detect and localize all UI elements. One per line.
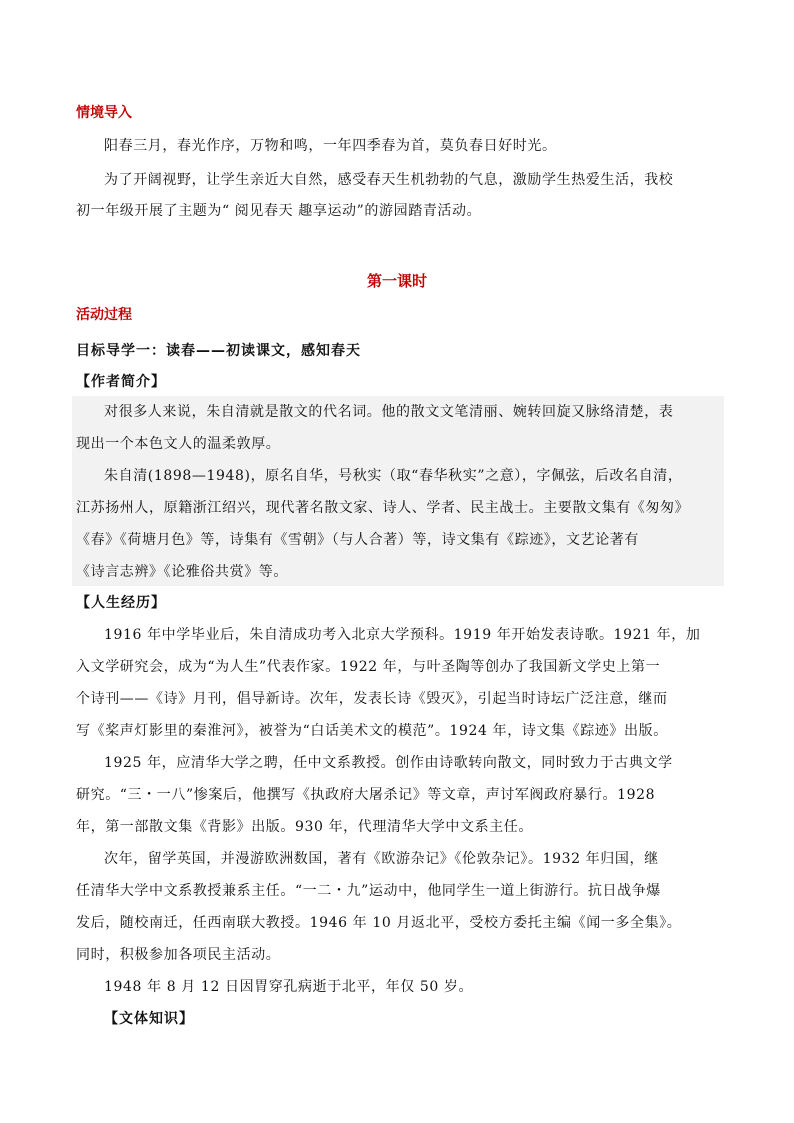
life-paragraph-1-line-4: 写《桨声灯影里的秦淮河》，被誉为“白话美术文的模范”。1924 年，诗文集《踪迹》出版。 (76, 723, 668, 739)
life-paragraph-4: 1948 年 8 月 12 日因胃穿孔病逝于北平，年仅 50 岁。 (104, 979, 474, 995)
author-shaded-block (72, 396, 724, 586)
life-paragraph-3-line-3: 发后，随校南迁，任西南联大教授。1946 年 10 月返北平，受校方委托主编《闻一多全集》。 (76, 915, 682, 931)
life-paragraph-3-line-2: 任清华大学中文系教授兼系主任。“一二・九”运动中，他同学生一道上街游行。抗日战争爆 (76, 883, 661, 899)
life-paragraph-2-line-3: 年，第一部散文集《背影》出版。930 年，代理清华大学中文系主任。 (76, 819, 533, 835)
life-paragraph-3-line-1: 次年，留学英国，并漫游欧洲数国，著有《欧游杂记》《伦敦杂记》。1932 年归国，继 (104, 851, 659, 867)
life-paragraph-2-line-1: 1925 年，应清华大学之聘，任中文系教授。创作由诗歌转向散文，同时致力于古典文学 (104, 755, 673, 771)
author-paragraph-2-line-3: 《春》《荷塘月色》等，诗集有《雪朝》（与人合著）等，诗文集有《踪迹》，文艺论著有 (76, 532, 639, 548)
lesson-title: 第一课时 (366, 272, 427, 290)
author-paragraph-2-line-1: 朱自清(1898—1948)，原名自华，号秋实（取“春华秋实”之意），字佩弦，后改名自清， (104, 468, 683, 484)
life-paragraph-2-line-2: 研究。“三・一八”惨案后，他撰写《执政府大屠杀记》等文章，声讨军阀政府暴行。1928 (76, 787, 656, 803)
intro-paragraph-2-line-1: 为了开阔视野，让学生亲近大自然，感受春天生机勃勃的气息，激励学生热爱生活，我校 (104, 172, 674, 188)
life-heading: 【人生经历】 (76, 595, 166, 611)
life-paragraph-1-line-2: 入文学研究会，成为“为人生”代表作家。1922 年，与叶圣陶等创办了我国新文学史上第一 (76, 659, 661, 675)
intro-paragraph-1: 阳春三月，春光作序，万物和鸣，一年四季春为首，莫负春日好时光。 (104, 138, 557, 154)
life-paragraph-1-line-3: 个诗刊——《诗》月刊，倡导新诗。次年，发表长诗《毁灭》，引起当时诗坛广泛注意，继而 (76, 691, 668, 707)
intro-heading: 情境导入 (76, 105, 132, 121)
process-heading: 活动过程 (76, 307, 132, 323)
life-paragraph-3-line-4: 同时，积极参加各项民主活动。 (76, 947, 281, 963)
author-paragraph-1-line-2: 现出一个本色文人的温柔敦厚。 (76, 436, 281, 452)
life-paragraph-1-line-1: 1916 年中学毕业后，朱自清成功考入北京大学预科。1919 年开始发表诗歌。1921 年，加 (104, 627, 701, 643)
genre-heading: 【文体知识】 (104, 1011, 194, 1027)
intro-paragraph-2-line-2: 初一年级开展了主题为“ 阅见春天 趣享运动”的游园踏青活动。 (76, 203, 482, 219)
author-heading: 【作者简介】 (76, 374, 166, 390)
goal-heading: 目标导学一：读春——初读课文，感知春天 (76, 343, 361, 359)
author-paragraph-1-line-1: 对很多人来说，朱自清就是散文的代名词。他的散文文笔清丽、婉转回旋又脉络清楚，表 (104, 404, 674, 420)
author-paragraph-2-line-2: 江苏扬州人，原籍浙江绍兴，现代著名散文家、诗人、学者、民主战士。主要散文集有《匆匆》 (76, 500, 690, 516)
author-paragraph-2-line-4: 《诗言志辨》《论雅俗共赏》等。 (76, 564, 288, 580)
